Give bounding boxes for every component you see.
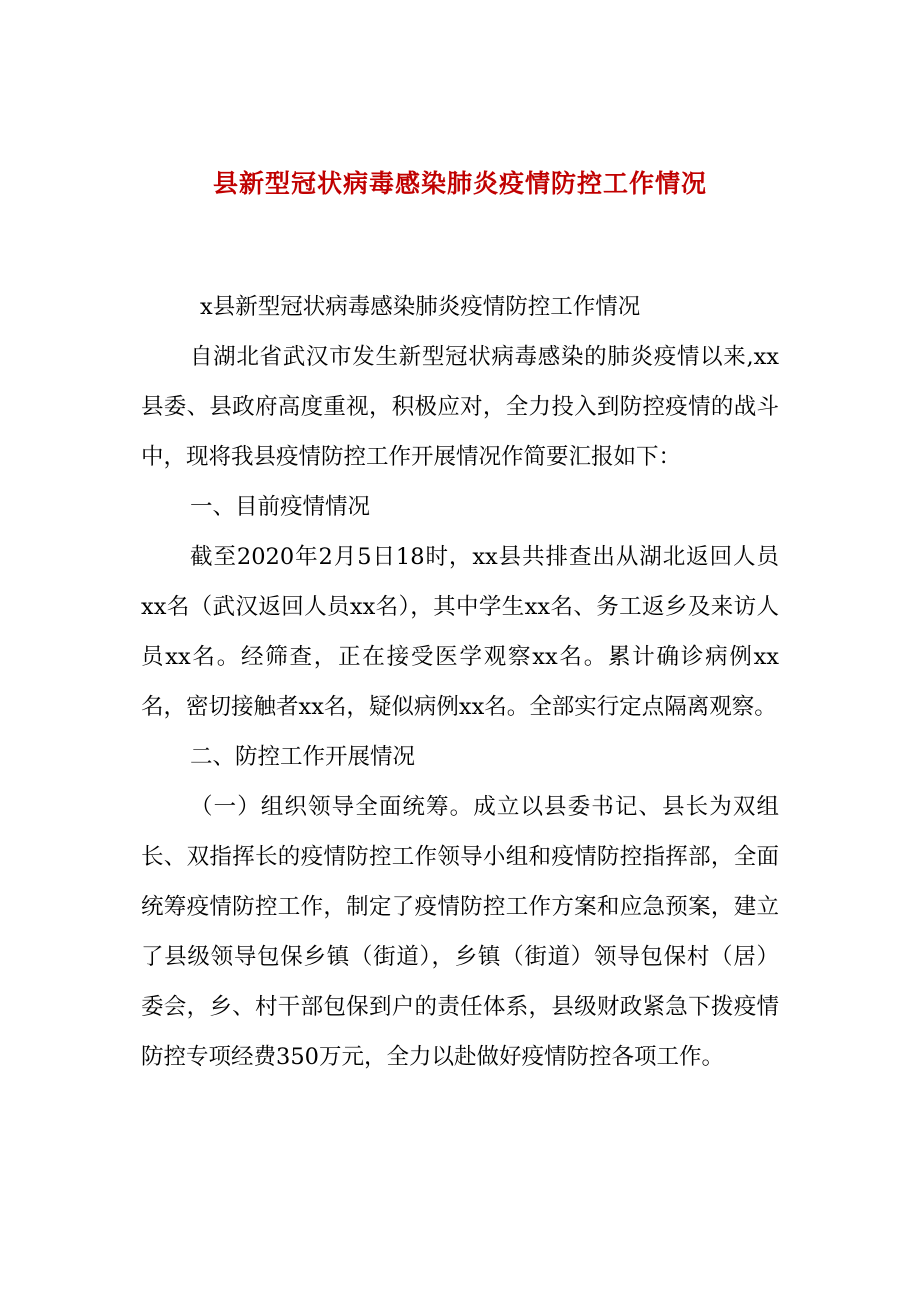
document-body [141, 282, 779, 1082]
section-heading-prevention-work: 二、防控工作开展情况 [190, 744, 416, 770]
document-subtitle: x县新型冠状病毒感染肺炎疫情防控工作情况 [200, 294, 641, 320]
intro-paragraph: 自湖北省武汉市发生新型冠状病毒感染的肺炎疫情以来,xx县委、县政府高度重视，积极应对，全力投入到防控疫情的战斗中，现将我县疫情防控工作开展情况作简要汇报如下： [141, 344, 779, 470]
situation-paragraph: 截至2020年2月5日18时，xx县共排查出从湖北返回人员xx名（武汉返回人员xx名），其中学生xx名、务工返乡及来访人员xx名。经筛查，正在接受医学观察xx名。累计确诊病例xx名，密切接触者xx名，疑似病例xx名。全部实行定点隔离观察。 [141, 544, 779, 720]
document-title: 县新型冠状病毒感染肺炎疫情防控工作情况 [212, 169, 707, 198]
section-heading-current-situation: 一、目前疫情情况 [190, 494, 371, 520]
leadership-paragraph: （一）组织领导全面统筹。成立以县委书记、县长为双组长、双指挥长的疫情防控工作领导小组和疫情防控指挥部，全面统筹疫情防控工作，制定了疫情防控工作方案和应急预案，建立了县级领导包保乡镇（街道），乡镇（街道）领导包保村（居）委会，乡、村干部包保到户的责任体系，县级财政紧急下拨疫情防控专项经费350万元，全力以赴做好疫情防控各项工作。 [141, 794, 779, 1070]
